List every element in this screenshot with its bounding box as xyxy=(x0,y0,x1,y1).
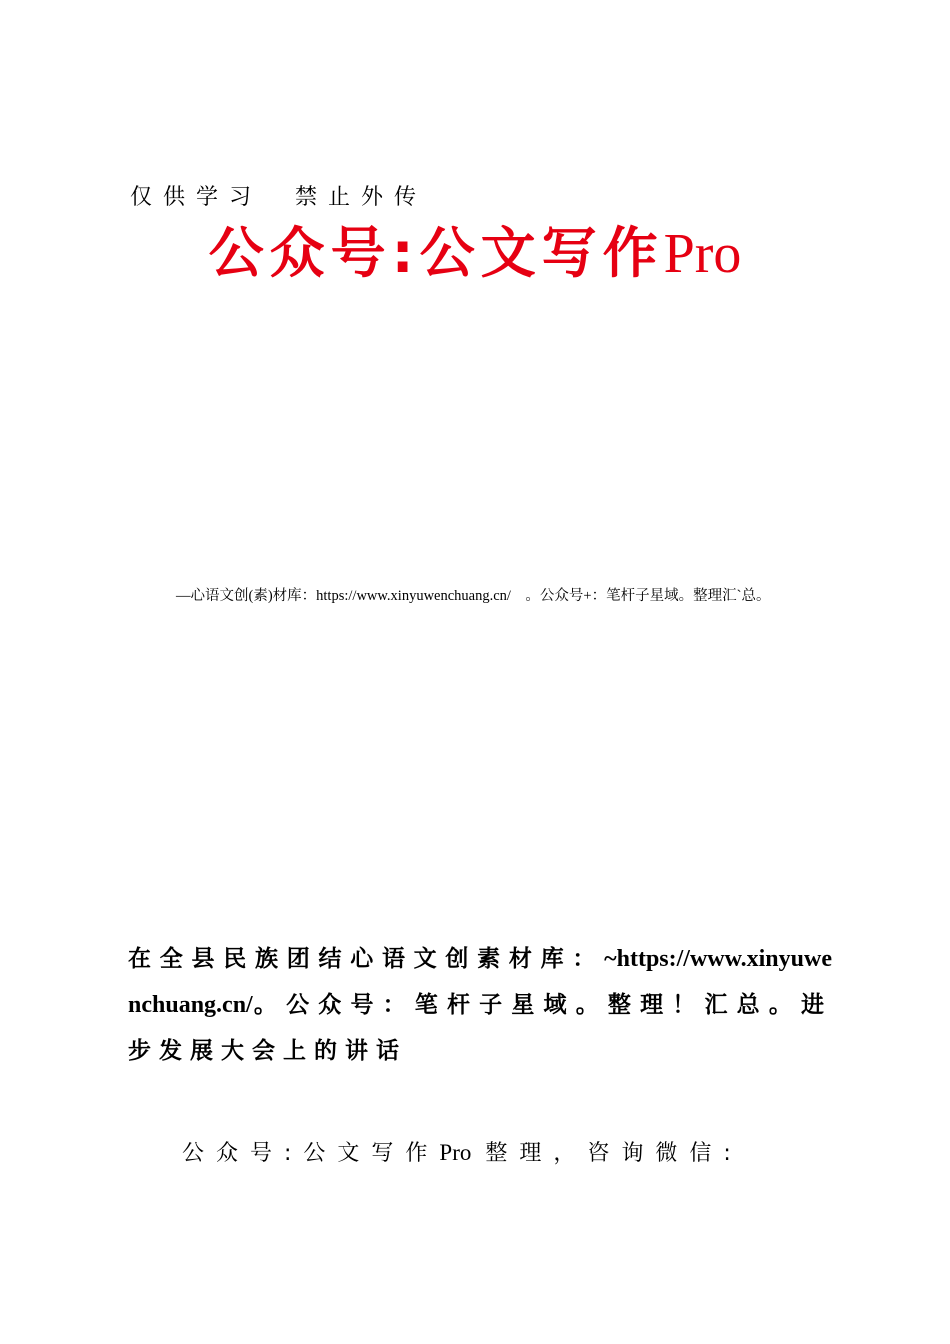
footer-part1: 公众号:公文写作 xyxy=(182,1141,440,1166)
brand-latin-text: Pro xyxy=(663,223,742,285)
brand-chinese-text: 公众号:公文写作 xyxy=(208,221,664,285)
footer-latin: Pro xyxy=(439,1140,472,1165)
notice-text: 仅供学习 禁止外传 xyxy=(130,185,428,210)
source-note: —心语文创(素)材库：https://www.xinyuwenchuang.cn/ 。公众号+：笔杆子星域。整理汇`总。 xyxy=(176,588,771,604)
document-title xyxy=(128,936,832,1074)
document-title-part1: 在全县民族团结心语文创素材库： xyxy=(128,946,605,972)
footer-text xyxy=(182,1136,743,1167)
document-title-url: ~https://www.xinyuwenchuang.cn/ xyxy=(128,946,832,1018)
footer-part2: 整理，咨询微信: xyxy=(485,1141,743,1166)
document-title-part2: 。公众号：笔杆子星域。整理！汇总。进步发展大会上的讲话 xyxy=(128,992,832,1064)
brand-banner xyxy=(0,221,950,285)
